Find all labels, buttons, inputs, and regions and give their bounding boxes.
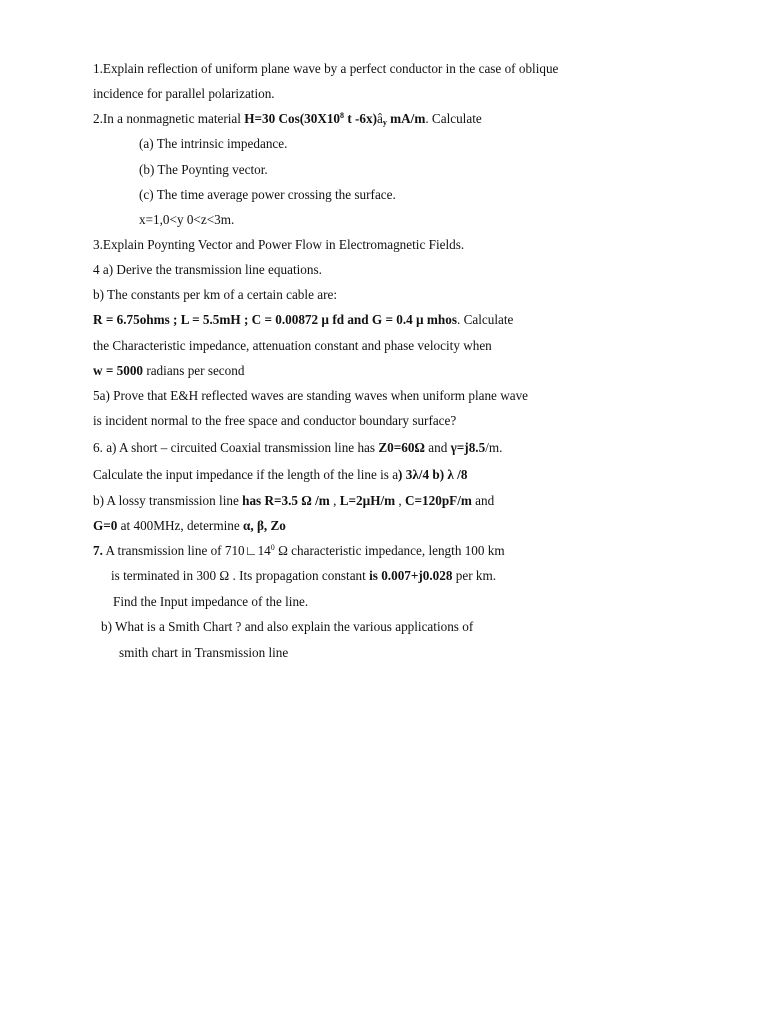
q7-line-3: Find the Input impedance of the line. (113, 594, 309, 609)
q7-l1-c: Ω characteristic impedance, length 100 km (274, 543, 505, 558)
q2-unit-vector-sub: y (382, 118, 387, 127)
q6-part-b (93, 493, 494, 509)
q6-b-l: L=2µH/m (339, 493, 396, 508)
q6-b-r: has R=3.5 Ω /m (242, 493, 330, 508)
q6-line-2 (93, 467, 467, 483)
q4-part-b: b) The constants per km of a certain cable are: (93, 287, 337, 302)
q2-prefix: 2.In a nonmagnetic material (93, 111, 245, 126)
q2-statement (93, 111, 482, 127)
q7-angle-symbol: ∟ (244, 543, 258, 558)
q2-part-c: (c) The time average power crossing the surface. (139, 187, 396, 202)
q4-constants-values: R = 6.75ohms ; L = 5.5mH ; C = 0.00872 µ fd and G = 0.4 µ mhos (93, 312, 457, 327)
q7-part-b-line-1: b) What is a Smith Chart ? and also explain the various applications of (101, 619, 474, 634)
q2-part-b: (b) The Poynting vector. (139, 162, 268, 177)
q4-constants (93, 312, 513, 328)
q2-field-unit: mA/m (386, 111, 426, 126)
q7-part-b-line-2: smith chart in Transmission line (119, 645, 289, 660)
q7-line-2 (111, 568, 496, 584)
q4-line-4: the Characteristic impedance, attenuation constant and phase velocity when (93, 338, 492, 353)
q6-b-prefix: b) A lossy transmission line (93, 493, 243, 508)
q1-line-2: incidence for parallel polarization. (93, 86, 275, 101)
q4-omega-tail: radians per second (143, 363, 245, 378)
q3-line: 3.Explain Poynting Vector and Power Flow in Electromagnetic Fields. (93, 237, 465, 252)
q7-l1-b: 14 (257, 543, 271, 558)
q6-l2-prefix: Calculate the input impedance if the length of the line is a (93, 467, 399, 482)
q6-a-z0: Z0=60Ω (378, 440, 425, 455)
q6-b-sep2: , (395, 493, 405, 508)
q6-a-prefix: 6. a) A short – circuited Coaxial transmission line has (93, 440, 379, 455)
q2-field-main: H=30 Cos(30X10 (244, 111, 341, 126)
q5-line-1: 5a) Prove that E&H reflected waves are standing waves when uniform plane wave (93, 388, 529, 403)
q6-part-a (93, 440, 502, 456)
q6-b-c: C=120pF/m (405, 493, 472, 508)
q7-l2-a: is terminated in 300 Ω . Its propagation constant (111, 568, 370, 583)
q6-g: G=0 (93, 518, 118, 533)
q7-number: 7. (93, 543, 103, 558)
q6-a-end: /m. (485, 440, 503, 455)
q4-constants-tail: . Calculate (456, 312, 514, 327)
q2-unit-vector: â (377, 111, 383, 126)
q2-part-a: (a) The intrinsic impedance. (139, 136, 288, 151)
q2-field-exponent: 8 (340, 111, 345, 120)
q5-line-2: is incident normal to the free space and conductor boundary surface? (93, 413, 457, 428)
q7-l1-a: A transmission line of 710 (102, 543, 245, 558)
q2-range: x=1,0<y 0<z<3m. (139, 212, 235, 227)
q7-l2-c: per km. (452, 568, 497, 583)
q7-l2-propagation: is 0.007+j0.028 (369, 568, 453, 583)
q4-omega-value: w = 5000 (93, 363, 144, 378)
q1-line-1: 1.Explain reflection of uniform plane wave by a perfect conductor in the case of oblique (93, 61, 559, 76)
q6-b-end: and (471, 493, 495, 508)
q4-part-a: 4 a) Derive the transmission line equations. (93, 262, 322, 277)
q4-omega (93, 363, 244, 379)
q6-line-4 (93, 518, 286, 534)
q7-line-1 (93, 543, 505, 559)
q6-l4-mid: at 400MHz, determine (117, 518, 243, 533)
q2-suffix: . Calculate (425, 111, 482, 126)
q7-l1-exponent: 0 (270, 543, 275, 552)
q6-a-and: and (424, 440, 451, 455)
q6-a-gamma: γ=j8.5 (450, 440, 486, 455)
q6-determine-params: α, β, Zo (243, 518, 286, 533)
q6-l2-lengths: ) 3λ/4 b) λ /8 (398, 467, 468, 482)
q6-b-sep1: , (329, 493, 340, 508)
q2-field-rest: t -6x) (344, 111, 377, 126)
